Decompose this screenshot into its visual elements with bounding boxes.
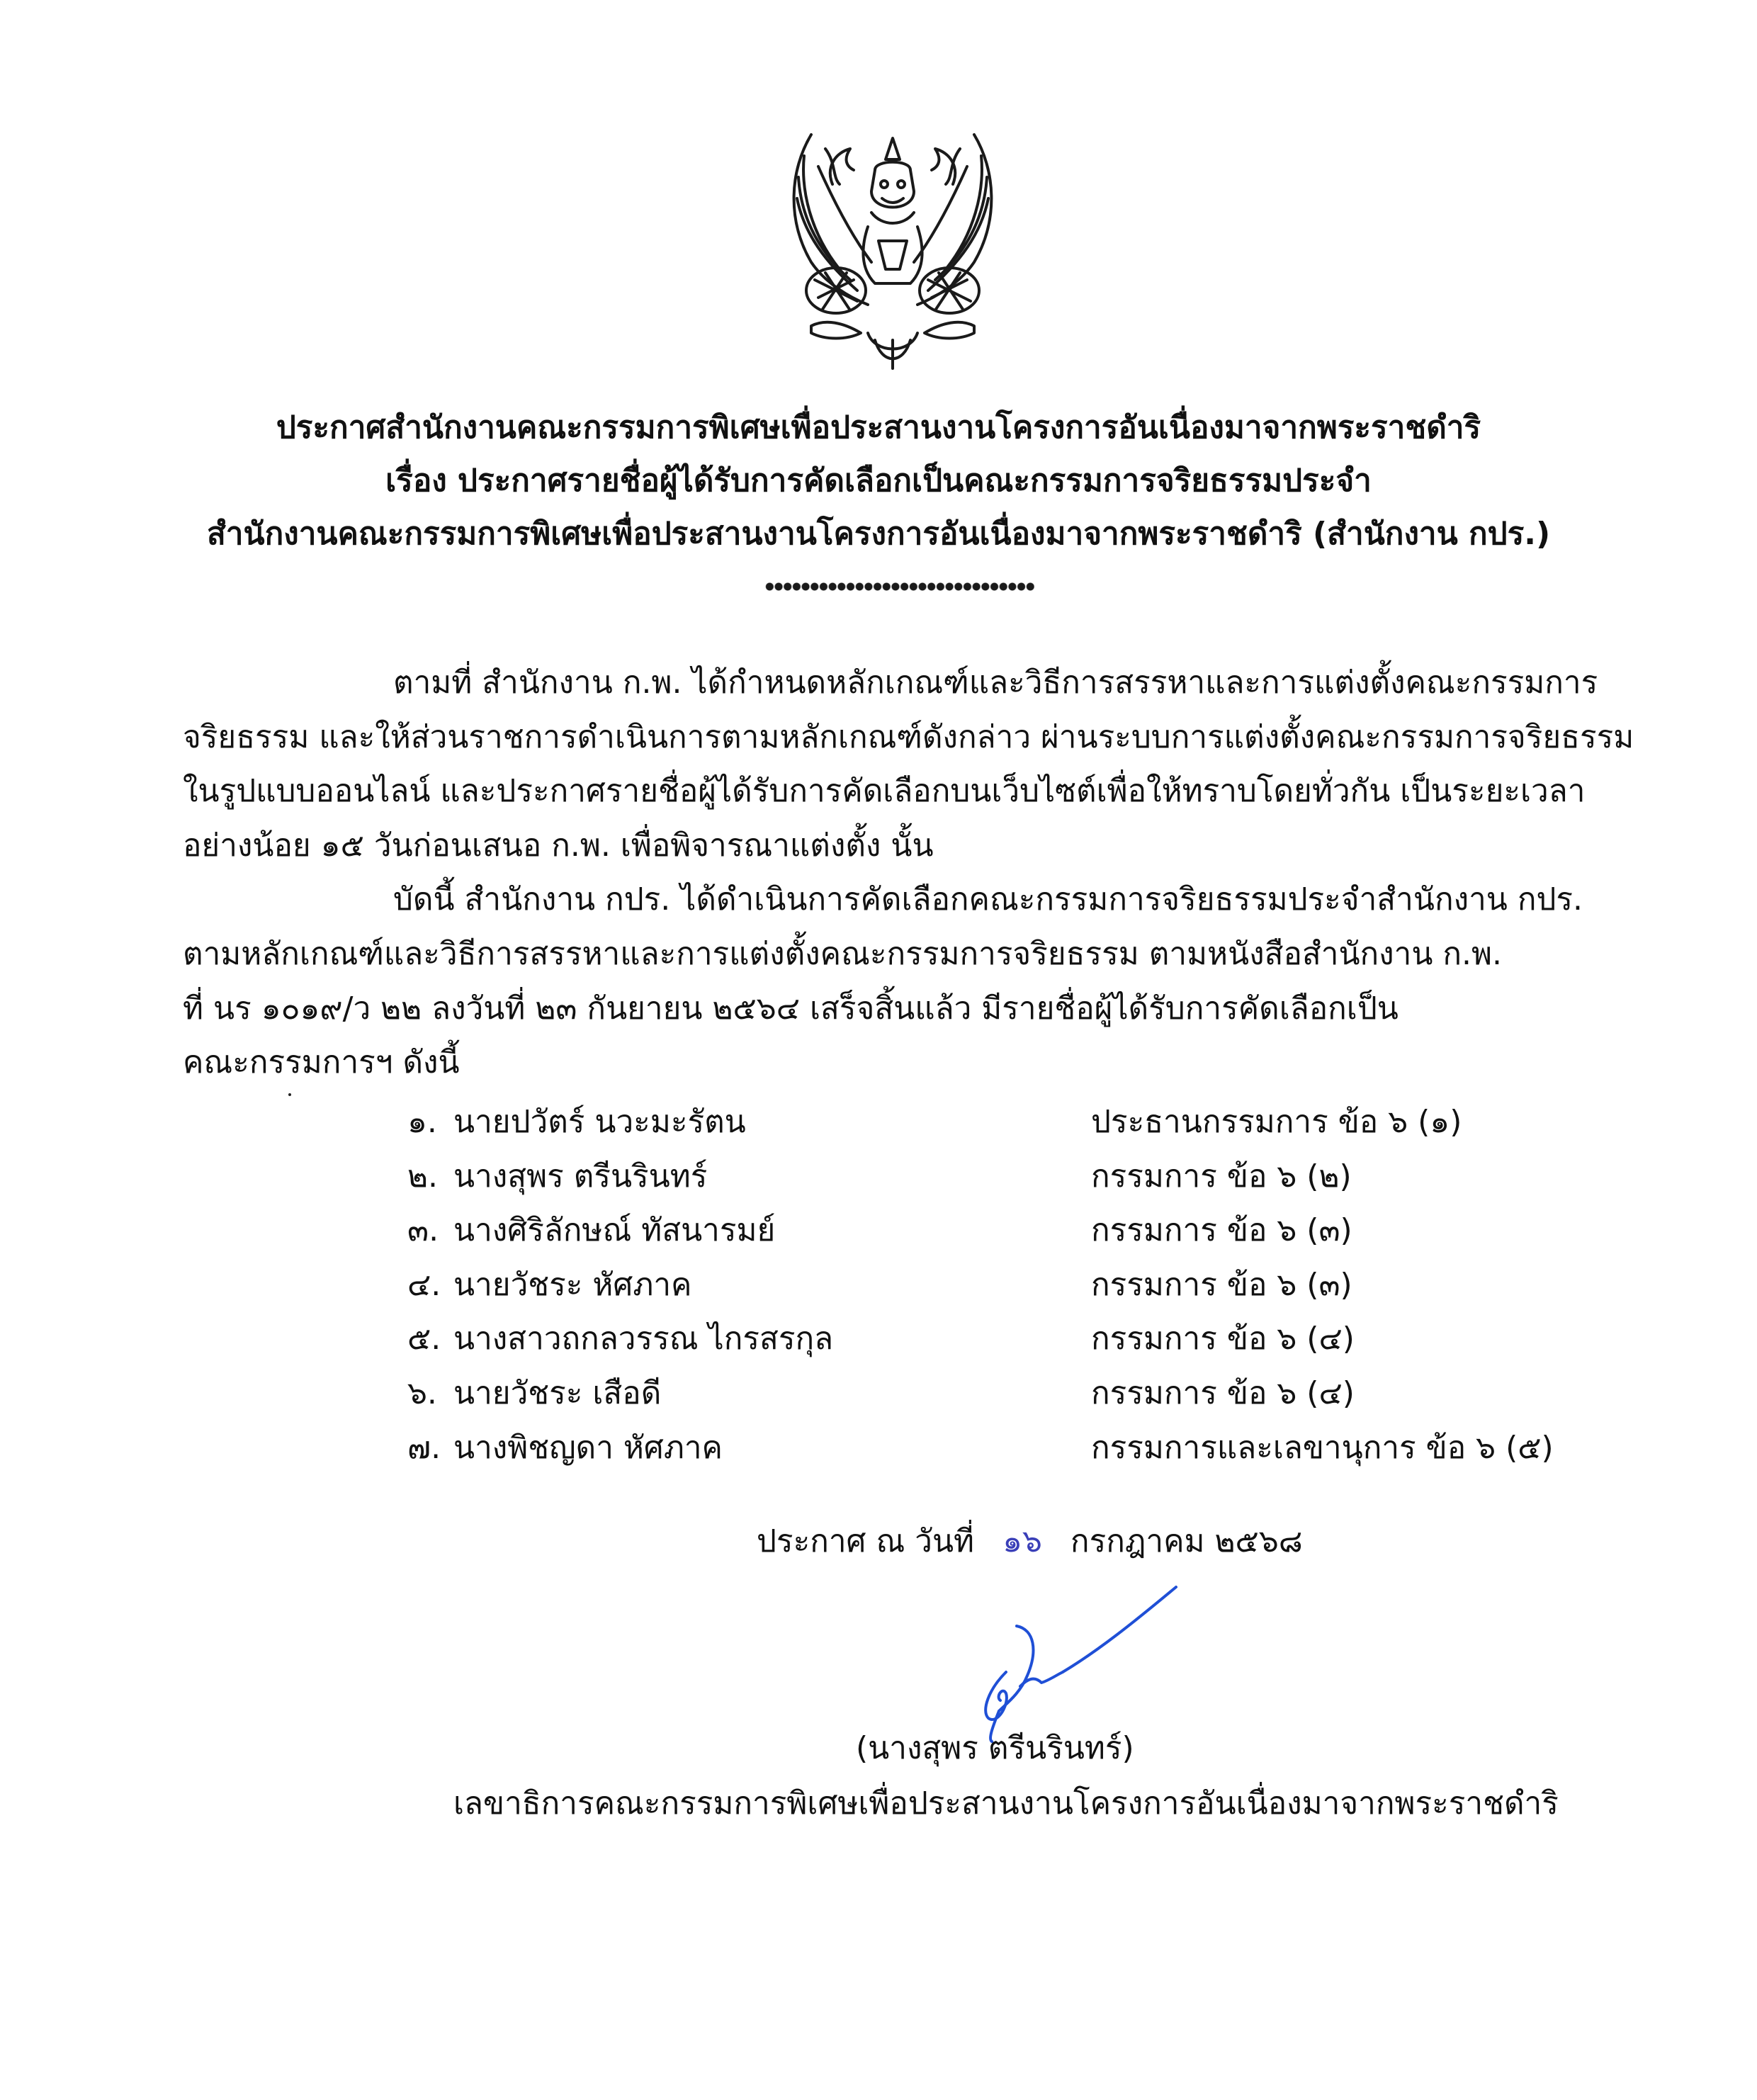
date-month-year: กรกฎาคม ๒๕๖๘ — [1070, 1523, 1303, 1559]
member-name: นายวัชระ หัศภาค — [453, 1267, 692, 1303]
member-role: กรรมการ ข้อ ๖ (๔) — [1091, 1375, 1355, 1411]
paragraph1-line3: ในรูปแบบออนไลน์ และประกาศรายชื่อผู้ได้รับการคัดเลือกบนเว็บไซต์เพื่อให้ทราบโดยทั่วกัน เป็นระยะเวลา — [183, 773, 1586, 809]
member-number: ๕. — [407, 1321, 441, 1357]
member-name: นางสุพร ตรีนรินทร์ — [453, 1158, 708, 1195]
member-name: นายวัชระ เสือดี — [453, 1375, 662, 1411]
member-number: ๓. — [407, 1212, 439, 1248]
member-name: นางพิชญดา หัศภาค — [453, 1430, 723, 1466]
date-day: ๑๖ — [1002, 1523, 1042, 1559]
member-name: นายปวัตร์ นวะมะรัตน — [453, 1104, 746, 1140]
paragraph1-line2: จริยธรรม และให้ส่วนราชการดำเนินการตามหลักเกณฑ์ดังกล่าว ผ่านระบบการแต่งตั้งคณะกรรมการจริยธรรม — [183, 719, 1634, 755]
paragraph2-line1: บัดนี้ สำนักงาน กปร. ได้ดำเนินการคัดเลือกคณะกรรมการจริยธรรมประจำสำนักงาน กปร. — [393, 881, 1583, 918]
member-name: นางสาวถกลวรรณ ไกรสรกุล — [453, 1321, 834, 1357]
signatory-position: เลขาธิการคณะกรรมการพิเศษเพื่อประสานงานโครงการอันเนื่องมาจากพระราชดำริ — [453, 1785, 1559, 1822]
paragraph1-line4: อย่างน้อย ๑๕ วันก่อนเสนอ ก.พ. เพื่อพิจารณาแต่งตั้ง นั้น — [183, 828, 934, 864]
paragraph1-line1: ตามที่ สำนักงาน ก.พ. ได้กำหนดหลักเกณฑ์และวิธีการสรรหาและการแต่งตั้งคณะกรรมการ — [393, 665, 1598, 701]
member-number: ๑. — [407, 1104, 437, 1140]
signatory-name: (นางสุพร ตรีนรินทร์) — [856, 1730, 1134, 1766]
member-role: ประธานกรรมการ ข้อ ๖ (๑) — [1091, 1104, 1462, 1140]
member-role: กรรมการและเลขานุการ ข้อ ๖ (๕) — [1091, 1430, 1554, 1466]
member-number: ๒. — [407, 1158, 438, 1195]
garuda-emblem-icon — [783, 128, 1002, 372]
member-role: กรรมการ ข้อ ๖ (๓) — [1091, 1212, 1352, 1248]
date-prefix: ประกาศ ณ วันที่ — [757, 1523, 975, 1559]
member-name: นางศิริลักษณ์ ทัสนารมย์ — [453, 1212, 776, 1248]
member-role: กรรมการ ข้อ ๖ (๔) — [1091, 1321, 1355, 1357]
member-number: ๖. — [407, 1375, 437, 1411]
paragraph2-line2: ตามหลักเกณฑ์และวิธีการสรรหาและการแต่งตั้งคณะกรรมการจริยธรรม ตามหนังสือสำนักงาน ก.พ. — [183, 936, 1503, 972]
paragraph2-line3: ที่ นร ๑๐๑๙/ว ๒๒ ลงวันที่ ๒๓ กันยายน ๒๕๖๔ เสร็จสิ้นแล้ว มีรายชื่อผู้ได้รับการคัดเลือกเป็น — [183, 990, 1399, 1027]
scan-speck — [288, 1093, 291, 1096]
member-role: กรรมการ ข้อ ๖ (๒) — [1091, 1158, 1352, 1195]
announcement-title-line3: สำนักงานคณะกรรมการพิเศษเพื่อประสานงานโครงการอันเนื่องมาจากพระราชดำริ (สำนักงาน กปร.) — [206, 516, 1551, 552]
member-number: ๔. — [407, 1267, 441, 1303]
member-number: ๗. — [407, 1430, 441, 1466]
announcement-title-line1: ประกาศสำนักงานคณะกรรมการพิเศษเพื่อประสานงานโครงการอันเนื่องมาจากพระราชดำริ — [276, 410, 1481, 446]
handwritten-signature-icon — [921, 1559, 1204, 1743]
paragraph2-line4: คณะกรรมการฯ ดังนี้ — [183, 1044, 460, 1080]
member-role: กรรมการ ข้อ ๖ (๓) — [1091, 1267, 1352, 1303]
dotted-separator — [765, 582, 1034, 591]
announcement-subject-line: เรื่อง ประกาศรายชื่อผู้ได้รับการคัดเลือกเป็นคณะกรรมการจริยธรรมประจำ — [385, 463, 1372, 499]
